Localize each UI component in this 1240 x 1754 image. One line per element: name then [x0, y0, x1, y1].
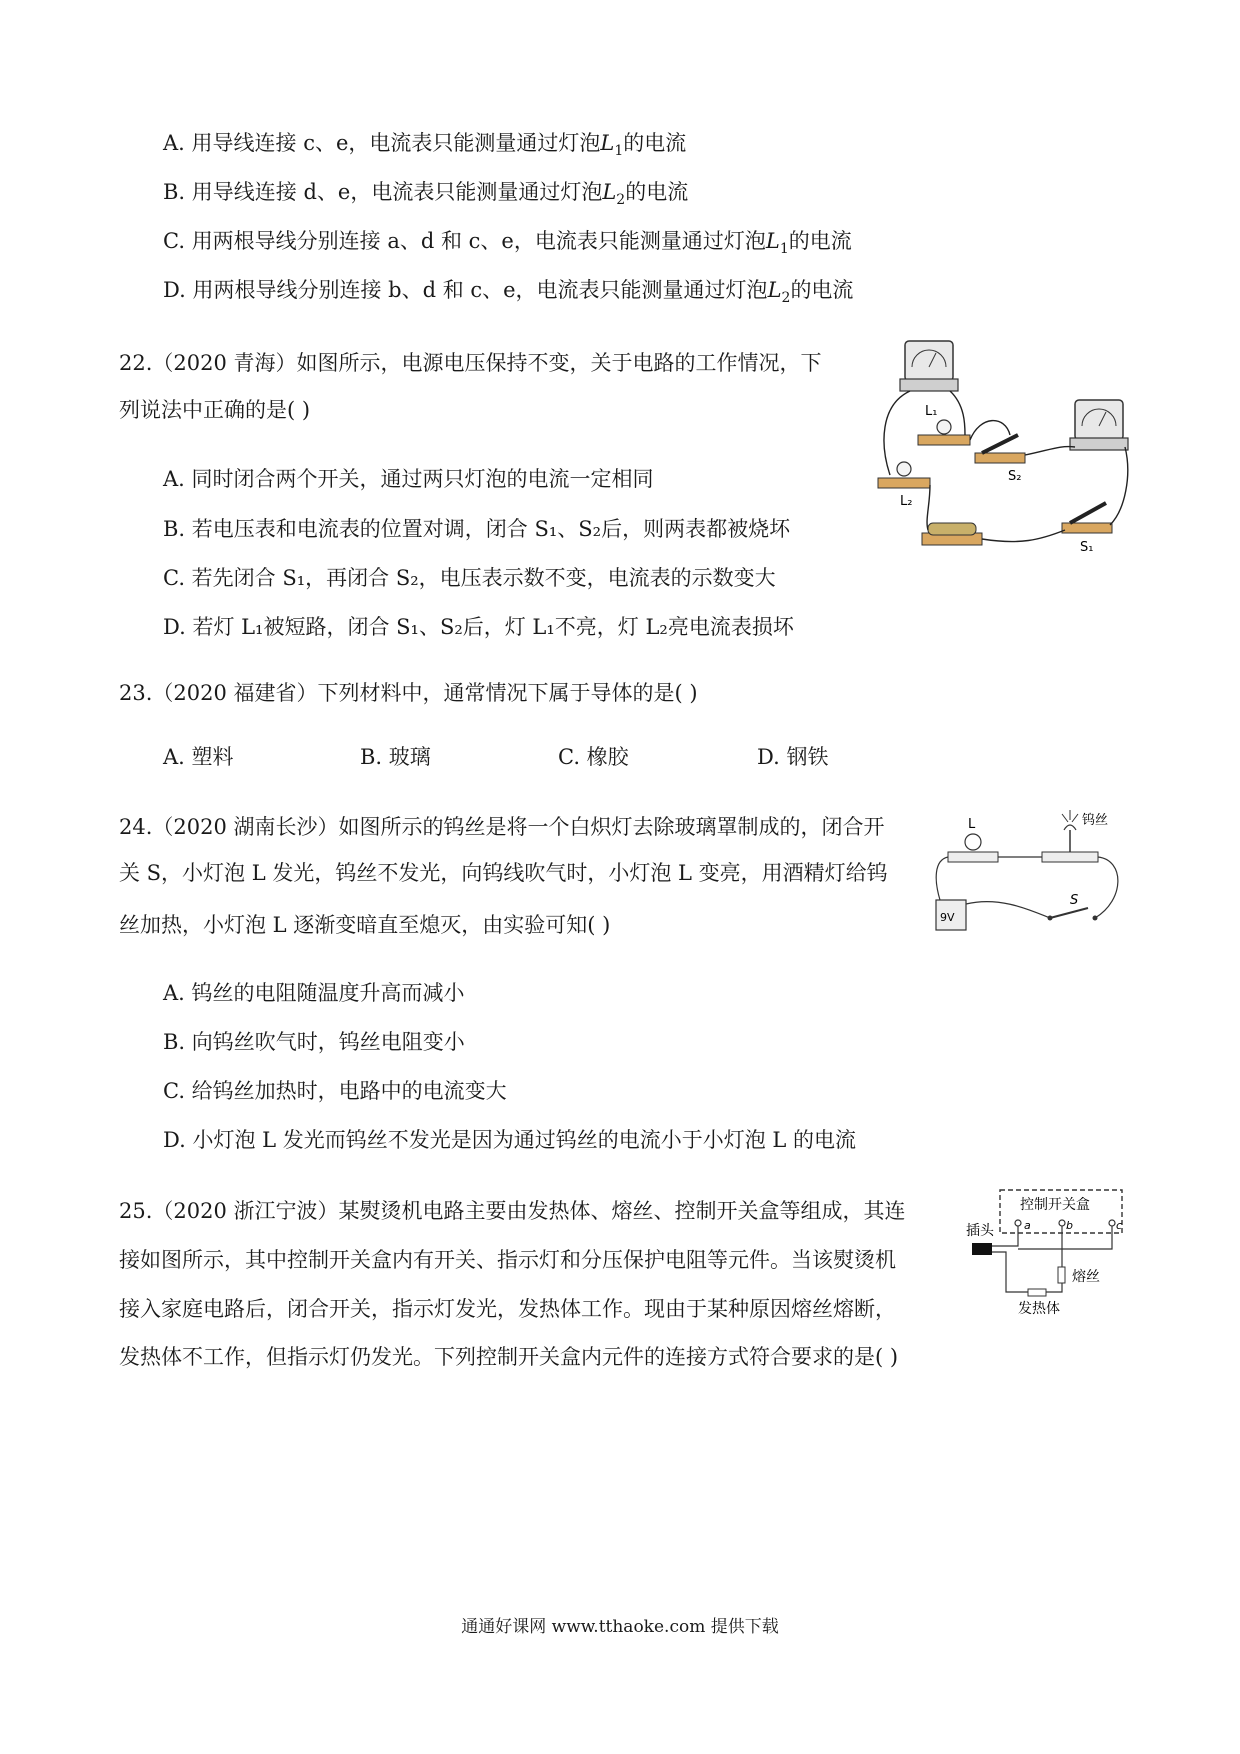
q22-option-c: C. 若先闭合 S₁，再闭合 S₂，电压表示数不变，电流表的示数变大: [163, 566, 776, 590]
fuse-icon: [1058, 1267, 1065, 1283]
q23-option-b: B. 玻璃: [360, 745, 431, 769]
q24-option-c: C. 给钨丝加热时，电路中的电流变大: [163, 1079, 507, 1103]
label-c: c: [1116, 1219, 1123, 1232]
heater-icon: [1028, 1289, 1046, 1296]
label-battery: 9V: [940, 911, 955, 924]
switch-s-icon: [1048, 908, 1098, 921]
label-s2: S₂: [1008, 469, 1022, 484]
switch-s2-icon: [975, 435, 1025, 463]
q22-stem-line-1: 22.（2020 青海）如图所示，电源电压保持不变，关于电路的工作情况，下: [119, 351, 822, 375]
label-l2: L₂: [900, 494, 913, 509]
q24-circuit-figure: [930, 800, 1130, 940]
battery-icon: [922, 523, 982, 545]
q24-option-a: A. 钨丝的电阻随温度升高而减小: [163, 981, 465, 1005]
q22-option-d: D. 若灯 L₁被短路，闭合 S₁、S₂后，灯 L₁不亮，灯 L₂亮电流表损坏: [163, 615, 794, 639]
ammeter-icon: [900, 341, 958, 391]
q25-circuit-figure: [960, 1185, 1130, 1315]
q21-option-d: D. 用两根导线分别连接 b、d 和 c、e，电流表只能测量通过灯泡$L_2$的电流: [163, 278, 854, 307]
q22-stem-line-2: 列说法中正确的是( ): [119, 398, 311, 422]
q23-option-c: C. 橡胶: [558, 745, 629, 769]
q23-option-a: A. 塑料: [163, 745, 234, 769]
label-control-box: 控制开关盒: [1020, 1197, 1090, 1213]
label-switch: S: [1070, 893, 1079, 908]
q24-stem-line-3: 丝加热，小灯泡 L 逐渐变暗直至熄灭，由实验可知( ): [119, 913, 611, 937]
label-b: b: [1066, 1219, 1073, 1232]
q24-stem-line-1: 24.（2020 湖南长沙）如图所示的钨丝是将一个白炽灯去除玻璃罩制成的，闭合开: [119, 815, 885, 839]
q21-option-c: C. 用两根导线分别连接 a、d 和 c、e，电流表只能测量通过灯泡$L_1$的电流: [163, 229, 852, 258]
label-fuse: 熔丝: [1072, 1269, 1100, 1285]
lamp-l2-icon: [878, 462, 930, 488]
q22-circuit-figure: [870, 335, 1130, 565]
q23-option-d: D. 钢铁: [757, 745, 829, 769]
label-l1: L₁: [925, 404, 938, 419]
lamp-l1-icon: [918, 420, 970, 445]
q25-stem-line-3: 接入家庭电路后，闭合开关，指示灯发光，发热体工作。现由于某种原因熔丝熔断，: [119, 1297, 896, 1321]
q25-stem-line-1: 25.（2020 浙江宁波）某熨烫机电路主要由发热体、熔丝、控制开关盒等组成，其连: [119, 1199, 906, 1223]
q21-option-a: A. 用导线连接 c、e，电流表只能测量通过灯泡$L_1$的电流: [163, 131, 687, 160]
voltmeter-icon: [1070, 400, 1128, 450]
q24-stem-line-2: 关 S，小灯泡 L 发光，钨丝不发光，向钨线吹气时，小灯泡 L 变亮，用酒精灯给钨: [119, 861, 888, 885]
switch-s1-icon: [1062, 503, 1112, 533]
q24-option-d: D. 小灯泡 L 发光而钨丝不发光是因为通过钨丝的电流小于小灯泡 L 的电流: [163, 1128, 857, 1152]
plug-icon: [972, 1243, 992, 1255]
q24-option-b: B. 向钨丝吹气时，钨丝电阻变小: [163, 1030, 465, 1054]
q25-stem-line-2: 接如图所示，其中控制开关盒内有开关、指示灯和分压保护电阻等元件。当该熨烫机: [119, 1248, 896, 1272]
q22-option-b: B. 若电压表和电流表的位置对调，闭合 S₁、S₂后，则两表都被烧坏: [163, 517, 791, 541]
page-footer: 通通好课网 www.tthaoke.com 提供下载: [461, 1617, 779, 1637]
label-heater: 发热体: [1018, 1301, 1060, 1315]
label-filament: 钨丝: [1082, 813, 1109, 828]
q22-option-a: A. 同时闭合两个开关，通过两只灯泡的电流一定相同: [163, 467, 654, 491]
label-s1: S₁: [1080, 540, 1094, 555]
label-a: a: [1024, 1219, 1031, 1232]
q21-option-b: B. 用导线连接 d、e，电流表只能测量通过灯泡$L_2$的电流: [163, 180, 689, 209]
q25-stem-line-4: 发热体不工作，但指示灯仍发光。下列控制开关盒内元件的连接方式符合要求的是( ): [119, 1345, 899, 1369]
lamp-l-icon: [948, 834, 998, 862]
label-plug: 插头: [966, 1223, 994, 1239]
label-lamp: L: [968, 817, 976, 832]
q23-stem: 23.（2020 福建省）下列材料中，通常情况下属于导体的是( ): [119, 681, 698, 705]
